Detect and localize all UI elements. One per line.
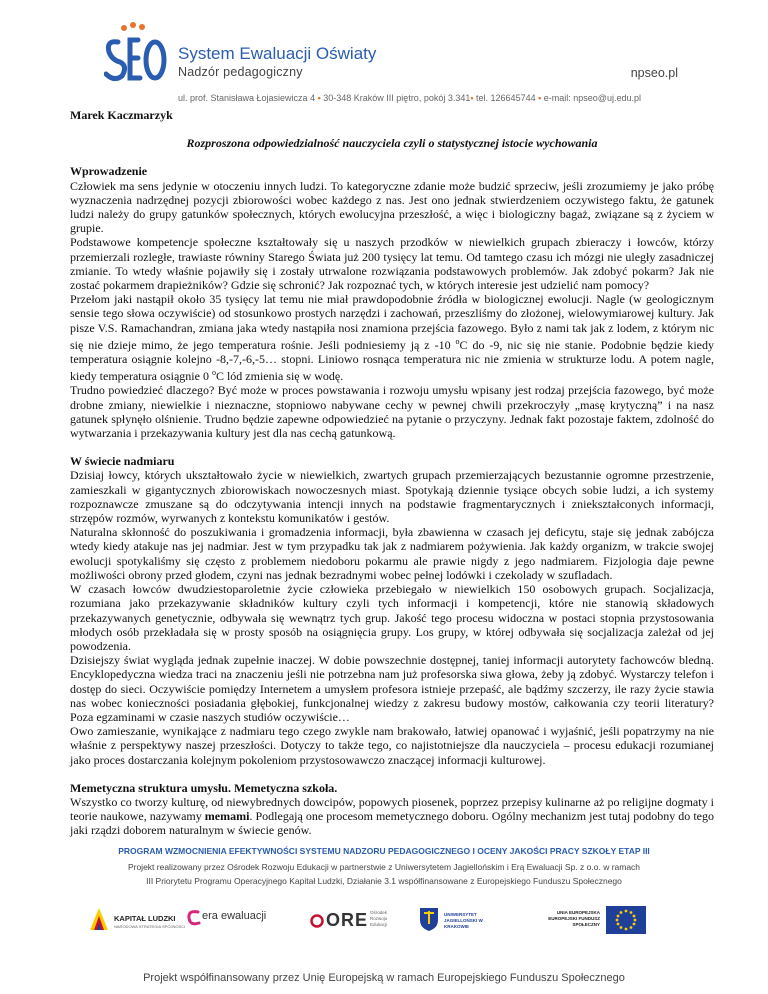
logo-unia-europejska (544, 900, 654, 946)
degree-symbol: o (455, 336, 460, 346)
paragraph: W czasach łowców dwudziestoparoletnie życie człowieka przebiegało w niewielkich 150 osobowych grupach. Socjalizacja, rozumiana jako przekazywanie składników kultury czyli tych informacji i kompetencji, które nie stanowią składowych przekazywanych genetycznie, odbywała się wewnątrz tych grup. Jakość tego procesu widoczna w postaci stopnia przystosowania młodych osób przekładała się w prosty sposób na osiągnięcia grupy. Los grupy, w której odbywała się socjalizacja zależał od jej powodzenia. (70, 582, 714, 653)
paragraph (70, 292, 714, 383)
org-subtitle: Nadzór pedagogiczny (178, 65, 303, 79)
page-header (0, 0, 768, 110)
text-run: C do -9, nic się nie stanie. Podobnie będzie kiedy temperatura osiągnie kolejno -8,-7,-6,-5… stopni. Liniowo rosnąca temperatura nic nie zmienia w strukturze lodu. A potem nagle, kiedy temperatura osiągnie 0 (70, 337, 714, 384)
era-swirl-icon (186, 908, 202, 928)
logo-ore (310, 900, 390, 946)
bold-term: memami (204, 809, 250, 824)
text-run: . Podlegają one procesom memetycznego doboru. Ogólny mechanizm jest tutaj podobny do tego jaki rządzi doborem naturalnym w świecie genów. (70, 809, 714, 838)
paragraph: Trudno powiedzieć dlaczego? Być może w proces powstawania i rozwoju umysłu wpisany jest rodzaj przejścia fazowego, być może drobne zmiany, niewielkie i nieznaczne, stopniowo nabywane cechy w pewnej chwili przekroczyły „masę krytyczną” i na nasz gatunek spłynęło olśnienie. Trudno będzie zapewne odpowiedzieć na pytanie o przyczyny. Jednak fakt pozostaje faktem, zdolność do wytwarzania i przekazywania kultury jest dla nas cechą gatunkową. (70, 383, 714, 441)
text-run: Wszystko co tworzy kulturę, od niewybrednych dowcipów, popowych piosenek, poprzez przepisy kulinarne aż po religijne dogmaty i teorie naukowe, nazywamy (70, 794, 714, 824)
project-line-1: Projekt realizowany przez Ośrodek Rozwoju Edukacji w partnerstwie z Uniwersytetem Jagiellońskim i Erą Ewaluacji Sp. z o.o. w ramach (127, 862, 641, 872)
uj-label: UNIWERSYTET JAGIELLOŃSKI W KRAKOWIE (444, 912, 483, 929)
org-name: System Ewaluacji Oświaty (178, 44, 377, 63)
bullet-icon: • (470, 93, 474, 103)
text-run: Przełom jaki nastąpił około 35 tysięcy lat temu nie miał prawdopodobnie źródła w biologicznej ewolucji. Nagle (w geologicznym sensie tego słowa oczywiście) od stosunkowo prostych narzędzi i zachowań, przeszliśmy do złożonej, wielowymiarowej kultury. Jak pisze V.S. Ramachandran, zmiana jaka wtedy nastąpiła nosi znamiona przejścia fazowego. Było z nami tak jak z lodem, z którym nic się nie dzieje mimo, że jego temperatura rośnie. Jeśli podniesiemy ją z -10 (70, 292, 714, 352)
document-body (70, 108, 714, 838)
bullet-icon: • (538, 93, 542, 103)
degree-symbol: o (211, 368, 216, 378)
address-line (178, 93, 641, 103)
paragraph (70, 795, 714, 838)
bullet-icon: • (317, 93, 321, 103)
logo-era-ewaluacji (186, 900, 286, 946)
spacer (70, 767, 714, 781)
kapital-ludzki-label: KAPITAŁ LUDZKI (114, 914, 176, 923)
paragraph: Podstawowe kompetencje społeczne kształtowały się u naszych przodków w niewielkich grupach zbieraczy i łowców, którzy przemierzali rozległe, trawiaste równiny Starego Świata już 200 tysięcy lat temu. Od tamtego czasu ich mózgi nie uległy zasadniczej zmianie. To wtedy właśnie pojawiły się i zostały utrwalone rozwiązania podstawowych problemów. Jak zdobyć pokarm? Jak nie zostać pokarmem drapieżników? Gdzie się schronić? Jak rozpoznać tych, w których interesie jest udzielić nam pomocy? (70, 235, 714, 293)
section-title-excess: W świecie nadmiaru (70, 454, 175, 469)
section-title-introduction: Wprowadzenie (70, 164, 148, 179)
paragraph: Dzisiejszy świat wygląda jednak zupełnie inaczej. W dobie powszechnie dostępnej, taniej informacji autorytety fachowców bledną. Encyklopedyczna wiedza traci na znaczeniu jeśli nie potrzebna nam już profesorska siwa głowa, żeby ją zdobyć. Wystarczy telefon i dostęp do sieci. Oczywiście pomiędzy Internetem a umysłem profesora istnieje przepaść, ale bądźmy szczerzy, ile razy życie stawia nas wobec konieczności posiadania głębokiej, funkcjonalnej wiedzy z zakresu budowy mostów, całkowania czy teorii literatury? Poza egzaminami w czasie naszych studiów oczywiście… (70, 653, 714, 724)
eu-flag-icon (606, 906, 646, 934)
program-title: PROGRAM WZMOCNIENIA EFEKTYWNOŚCI SYSTEMU NADZORU PEDAGOGICZNEGO I OCENY JAKOŚCI PRACY SZKOŁY ETAP III (118, 846, 650, 856)
ore-sub: Ośrodek Rozwoju Edukacji (370, 910, 388, 927)
address-city: 30-348 Kraków III piętro, pokój 3.341 (323, 93, 471, 103)
paragraph: Naturalna skłonność do poszukiwania i gromadzenia informacji, była zbawienna w czasach jej deficytu, staje się jednak zabójcza wtedy kiedy atakuje nas jej nadmiar. Jest w tym przypadku tak jak z nadmiarem pożywienia. Jak każdy organizm, w trakcie swojej ewolucji spotykaliśmy się często z problemem niedoboru pokarmu ale prawie nigdy z jego nadmiarem. Fizjologia daje pewne możliwości obrony przed głodem, czyni nas jednak bezradnymi wobec pełnej lodówki i czekolady w szufladach. (70, 525, 714, 582)
ore-circle-icon (310, 914, 324, 928)
ore-label: ORE (326, 910, 369, 930)
address-street: ul. prof. Stanisława Łojasiewicza 4 (178, 93, 316, 103)
seo-logo (104, 22, 168, 92)
paragraph: Człowiek ma sens jedynie w otoczeniu innych ludzi. To kategoryczne zdanie może budzić sprzeciw, jeśli zrozumiemy je jako próbę wyznaczenia nadrzędnej pozycji zbiorowości wobec każdego z nas. Jest ono jednak stwierdzeniem oczywistego faktu, że gatunek ludzi należy do grupy gatunków społecznych, których ewolucyjna przeszłość, a więc i biologiczny bagaż, związane są z życiem w grupie. (70, 178, 714, 236)
eu-label: UNIA EUROPEJSKA EUROPEJSKI FUNDUSZ SPOŁECZNY (548, 910, 600, 927)
kapital-ludzki-sub: NARODOWA STRATEGIA SPÓJNOŚCI (114, 924, 186, 929)
spacer (70, 440, 714, 454)
section-title-memetics: Memetyczna struktura umysłu. Memetyczna szkoła. (70, 780, 338, 795)
document-title: Rozproszona odpowiedzialność nauczyciela czyli o statystycznej istocie wychowania (186, 136, 598, 151)
kapital-ludzki-icon (88, 906, 110, 932)
cofinancing-note: Projekt współfinansowany przez Unię Europejską w ramach Europejskiego Funduszu Społecznego (143, 972, 625, 984)
page-footer (0, 844, 768, 994)
author-name: Marek Kaczmarzyk (70, 108, 173, 122)
address-phone: tel. 126645744 (476, 93, 536, 103)
logo-kapital-ludzki (88, 900, 186, 946)
paragraph: Owo zamieszanie, wynikające z nadmiaru tego czego zwykle nam brakowało, łatwiej opanować i wyjaśnić, jeśli popatrzymy na nie właśnie z perspektywy naszej przeszłości. Dotyczy to także tego, co najistotniejsze dla nauczyciela – procesu edukacji rozumianej jako proces dostarczania kolejnym pokoleniom przystosowawczo znaczącej informacji kulturowej. (70, 724, 714, 767)
address-email[interactable]: e-mail: npseo@uj.edu.pl (543, 93, 641, 103)
logo-uniwersytet-jagiellonski (418, 900, 518, 946)
era-label: era ewaluacji (202, 910, 267, 922)
paragraph: Dzisiaj łowcy, których ukształtowało życie w niewielkich, zwartych grupach przemierzających bezustannie ogromne przestrzenie, zamieszkali w gigantycznych zbiorowiskach nowoczesnych miast. Spotykają dziennie tysiące obcych sobie ludzi, a ich systemy rozpoznawcze zmuszane są do odczytywania intencji innych na podstawie fragmentarycznych i zniekształconych informacji, strzępów rozmów, wyrwanych z kontekstu komunikatów i gestów. (70, 468, 714, 526)
text-run: C lód zmienia się w wodę. (215, 369, 344, 384)
sponsor-logos (88, 900, 688, 950)
uj-crest-icon (418, 906, 440, 932)
website-link[interactable]: npseo.pl (630, 66, 678, 80)
project-line-2: III Priorytetu Programu Operacyjnego Kapitał Ludzki, Działanie 3.1 współfinansowane z Europejskiego Funduszu Społecznego (146, 876, 622, 886)
